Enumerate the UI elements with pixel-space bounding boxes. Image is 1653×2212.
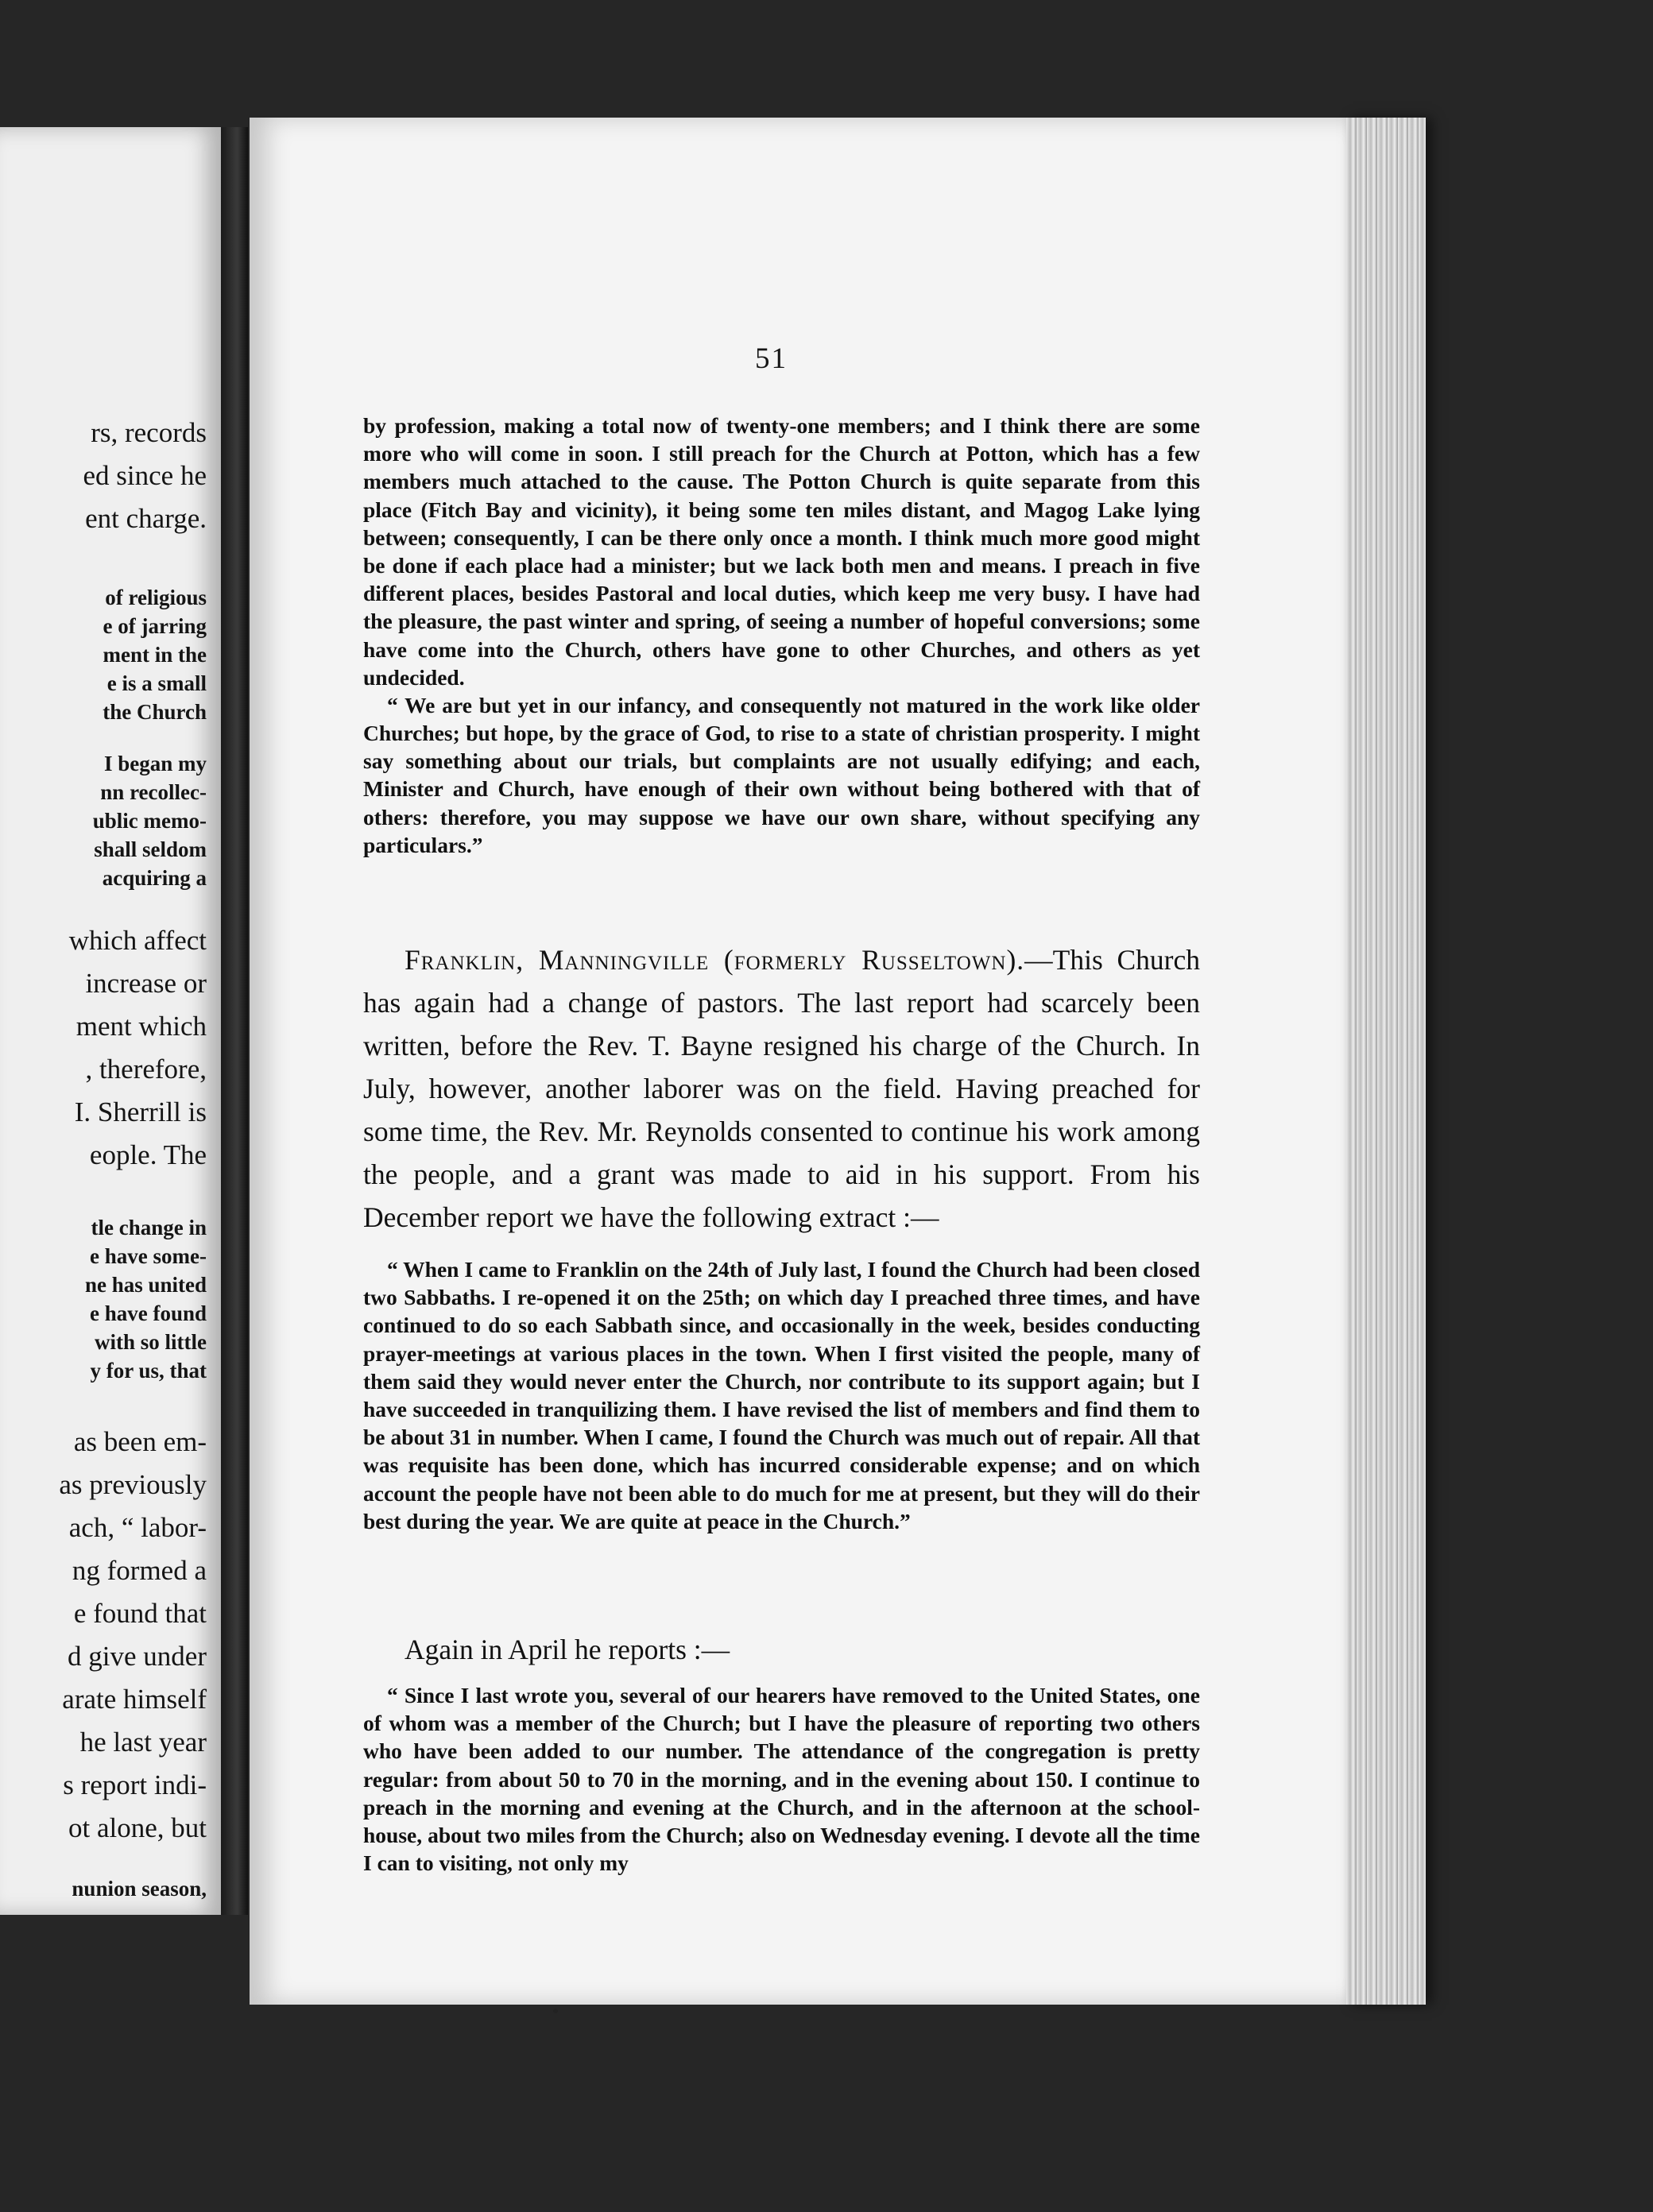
left-page-line: nunion season, [72, 1877, 207, 1901]
franklin-paragraph [363, 939, 1200, 1239]
left-page-line: d give under [68, 1641, 207, 1672]
left-page-line: which affect [68, 925, 207, 956]
left-page-line: with so little [95, 1330, 207, 1354]
left-page-line: ach, “ labor- [68, 1512, 207, 1543]
section-heading: Franklin, Manningville (formerly Russeltown). [405, 944, 1025, 976]
left-page-line: acquiring a [102, 866, 207, 890]
left-page-line: rs, records [91, 417, 207, 448]
book-gutter [221, 127, 248, 1915]
quote-block-2 [363, 1255, 1200, 1535]
left-page-line: s report indi- [63, 1769, 207, 1800]
left-page-line: ot alone, but [68, 1812, 207, 1843]
left-page-line: ng formed a [72, 1555, 207, 1586]
left-page-line: shall seldom [94, 837, 207, 861]
quote-block-1 [363, 412, 1200, 859]
quote-paragraph: by profession, making a total now of twenty-one members; and I think there are some more who will come in soon. I still preach for the Church at Potton, which has a few members much attached to the cause. The Potton Church is quite separate from this place (Fitch Bay and vicinity), it being some ten miles distant, and Magog Lake lying between; consequently, I can be there only once a month. I think much more good might be done if each place had a minister; but we lack both men and means. I preach in five different places, besides Pastoral and local duties, which keep me very busy. I have had the pleasure, the past winter and spring, of seeing a number of hopeful conversions; some have come into the Church, others have gone to other Churches, and others as yet undecided. [363, 413, 1200, 690]
left-page-line: eople. The [89, 1139, 207, 1170]
left-page-line: as been em- [73, 1426, 207, 1457]
franklin-section [363, 939, 1200, 1239]
left-page-line: of religious [105, 586, 207, 609]
quote-block-3 [363, 1681, 1200, 1877]
left-page-line: ublic memo- [92, 809, 207, 833]
left-page-line: he last year [79, 1727, 207, 1758]
ink-speck [553, 2009, 558, 2013]
left-page-line: e is a small [106, 671, 207, 695]
page-number: 51 [755, 342, 788, 375]
left-page-line: ent charge. [85, 503, 207, 534]
page-edges [1346, 118, 1426, 2005]
left-page-line: I began my [103, 752, 207, 775]
left-page-line: as previously [59, 1469, 207, 1500]
left-page-line: the Church [103, 700, 207, 724]
left-page-line: ed since he [83, 460, 207, 491]
section-body: —This Church has again had a change of pastors. The last report had scarcely been written, before the Rev. T. Bayne resigned his charge of the Church. In July, however, another laborer was on the field. Having preached for some time, the Rev. Mr. Reynolds consented to continue his work among the people, and a grant was made to aid in his support. From his December report we have the following extract :— [363, 944, 1200, 1233]
left-page-line: e found that [73, 1598, 207, 1629]
left-page-line: e of jarring [103, 614, 207, 638]
left-page-line: e have some- [90, 1244, 207, 1268]
left-page-line: ne has united [84, 1273, 207, 1297]
again-line-block [363, 1629, 1200, 1672]
left-page-line: increase or [85, 968, 207, 999]
left-page-line: y for us, that [90, 1359, 207, 1382]
again-line: Again in April he reports :— [405, 1634, 730, 1665]
quote-paragraph: “ Since I last wrote you, several of our hearers have removed to the United States, one of whom was a member of the Church; but I have the pleasure of reporting two others who have been added to our number. The attendance of the congregation is pretty regular: from about 50 to 70 in the morning, and in the evening about 150. I continue to preach in the morning and evening at the Church, and in the afternoon at the school-house, about two miles from the Church; also on Wednesday evening. I devote all the time I can to visiting, not only my [363, 1683, 1200, 1876]
left-page [0, 127, 221, 1915]
left-page-line: nn recollec- [100, 780, 207, 804]
left-page-line: e have found [89, 1301, 207, 1325]
left-page-line: ment in the [103, 643, 207, 667]
left-page-line: , therefore, [85, 1054, 207, 1085]
left-page-line: I. Sherrill is [74, 1096, 207, 1127]
left-page-line: ment which [75, 1011, 207, 1042]
quote-paragraph: “ When I came to Franklin on the 24th of July last, I found the Church had been closed two Sabbaths. I re-opened it on the 25th; on which day I preached three times, and have continued to do so each Sabbath since, and occasionally in the week, besides conducting prayer-meetings at various places in the town. When I first visited the people, many of them said they would never enter the Church, nor contribute to its support again; but I have succeeded in tranquilizing them. I have revised the list of members and find them to be about 31 in number. When I came, I found the Church was much out of repair. All that was requisite has been done, which has incurred considerable expense; and on which account the people have not been able to do much for me at present, but they will do their best during the year. We are quite at peace in the Church.” [363, 1257, 1200, 1533]
quote-paragraph: “ We are but yet in our infancy, and consequently not matured in the work like older Churches; but hope, by the grace of God, to rise to a state of christian prosperity. I might say something about our trials, but complaints are not usually edifying; and each, Minister and Church, have enough of their own without being bothered with that of others: therefore, you may suppose we have our own share, without specifying any particulars.” [363, 692, 1200, 857]
left-page-line: tle change in [91, 1216, 207, 1239]
left-page-line: arate himself [62, 1684, 207, 1715]
